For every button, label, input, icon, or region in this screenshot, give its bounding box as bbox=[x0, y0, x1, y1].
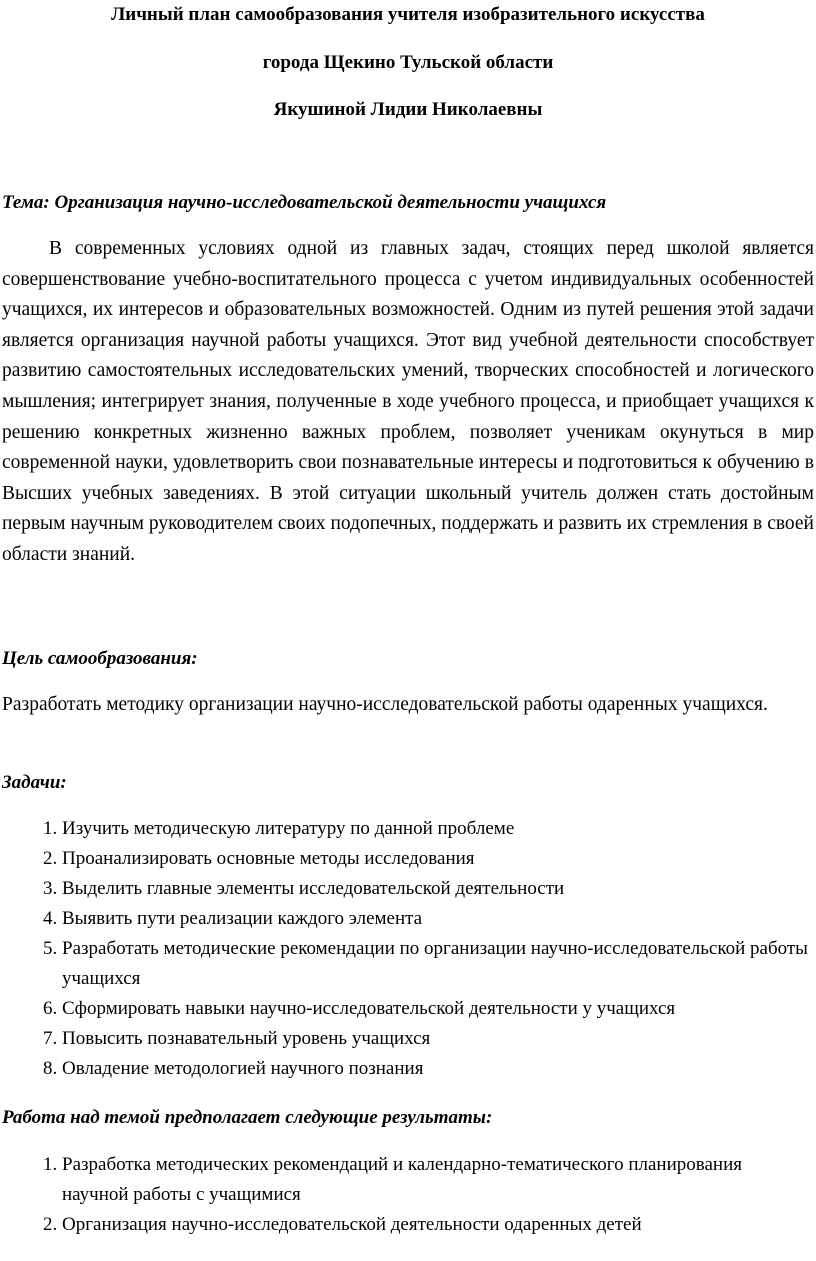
task-item: 4. Выявить пути реализации каждого элемента bbox=[62, 904, 812, 934]
task-item: 7. Повысить познавательный уровень учащихся bbox=[62, 1024, 812, 1054]
task-item: 8. Овладение методологией научного познания bbox=[62, 1054, 812, 1084]
results-heading: Работа над темой предполагает следующие результаты: bbox=[2, 1107, 493, 1128]
task-item: 6. Сформировать навыки научно-исследовательской деятельности у учащихся bbox=[62, 994, 812, 1024]
intro-paragraph: В современных условиях одной из главных задач, стоящих перед школой является совершенствование учебно-воспитательного процесса с учетом индивидуальных особенностей учащихся, их интересов и образовательных возможностей. Одним из путей решения этой задачи является организация научной работы учащихся. Этот вид учебной деятельности способствует развитию самостоятельных исследовательских умений, творческих способностей и логического мышления; интегрирует знания, полученные в ходе учебного процесса, и приобщает учащихся к решению конкретных жизненно важных проблем, позволяет ученикам окунуться в мир современной науки, удовлетворить свои познавательные интересы и подготовиться к обучению в Высших учебных заведениях. В этой ситуации школьный учитель должен стать достойным первым научным руководителем своих подопечных, поддержать и развить их стремления в своей области знаний. bbox=[2, 238, 814, 565]
goal-text: Разработать методику организации научно-исследовательской работы одаренных учащихся. bbox=[2, 694, 768, 715]
task-item: 1. Изучить методическую литературу по данной проблеме bbox=[62, 814, 812, 844]
result-item: 2. Организация научно-исследовательской деятельности одаренных детей bbox=[62, 1210, 812, 1240]
topic-heading: Тема: Организация научно-исследовательской деятельности учащихся bbox=[2, 192, 607, 213]
task-item: 2. Проанализировать основные методы исследования bbox=[62, 844, 812, 874]
document-title-line-3: Якушиной Лидии Николаевны bbox=[273, 99, 543, 120]
task-item: 5. Разработать методические рекомендации по организации научно-исследовательской работы учащихся bbox=[62, 934, 812, 994]
result-item: 1. Разработка методических рекомендаций и календарно-тематического планирования научной работы с учащимися bbox=[62, 1150, 812, 1210]
results-list bbox=[0, 1150, 812, 1240]
document-title-line-2: города Щекино Тульской области bbox=[262, 52, 554, 73]
tasks-heading: Задачи: bbox=[2, 772, 67, 793]
document-title-line-1: Личный план самообразования учителя изобразительного искусства bbox=[111, 4, 705, 25]
task-item: 3. Выделить главные элементы исследовательской деятельности bbox=[62, 874, 812, 904]
tasks-list bbox=[0, 814, 812, 1084]
goal-heading: Цель самообразования: bbox=[2, 648, 198, 669]
